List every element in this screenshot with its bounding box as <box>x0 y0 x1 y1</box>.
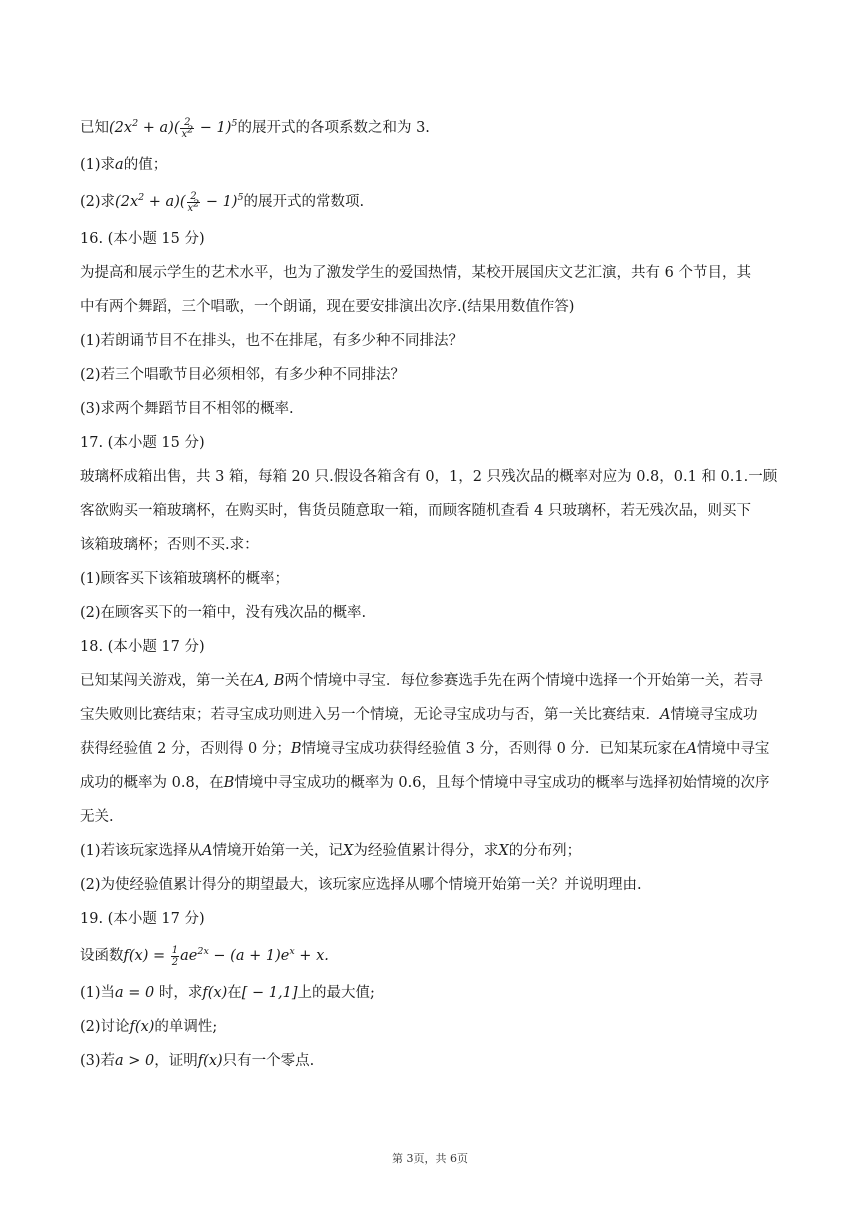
q17-stem-line2: 客欲购买一箱玻璃杯，在购买时，售货员随意取一箱，而顾客随机查看 4 只玻璃杯，若无残次品，则买下 <box>80 503 751 519</box>
q19-stem-pre: 设函数 <box>80 948 124 964</box>
q16-part3: (3)求两个舞蹈节目不相邻的概率. <box>80 401 294 417</box>
fraction-2-over-x2: $\frac{2}{x^2}$ <box>181 116 194 140</box>
q18-part2: (2)为使经验值累计得分的期望最大，该玩家应选择从哪个情境开始第一关？并说明理由. <box>80 877 642 893</box>
q19-p3-f: f(x) <box>197 1053 223 1069</box>
q16-part2: (2)若三个唱歌节目必须相邻，有多少种不同排法？ <box>80 367 406 383</box>
q15-stem-post: 的展开式的各项系数之和为 3. <box>237 120 430 136</box>
q15-part1-var: a <box>115 157 124 173</box>
q19-p3-mid: ，证明 <box>154 1053 198 1069</box>
q17-stem-line3: 该箱玻璃杯；否则不买.求： <box>80 537 259 553</box>
q18-l1-var: A, B <box>254 673 285 689</box>
q19-p1-interval: [ − 1,1] <box>241 985 298 1001</box>
q15-part2-post: 的展开式的常数项. <box>243 194 365 210</box>
q16-part1: (1)若朗诵节目不在排头，也不在排尾，有多少种不同排法？ <box>80 333 464 349</box>
q18-l4-b: 情境中寻宝成功的概率为 0.6，且每个情境中寻宝成功的概率与选择初始情境的次序 <box>234 775 770 791</box>
q18-l3-var2: A <box>686 741 697 757</box>
q18-stem-line3 <box>80 732 785 766</box>
q18-p1-b: 情境开始第一关，记 <box>212 843 344 859</box>
q16-stem-line1: 为提高和展示学生的艺术水平，也为了激发学生的爱国热情，某校开展国庆文艺汇演，共有 6 个节目，其 <box>80 265 751 281</box>
q19-header: 19. (本小题 17 分) <box>80 911 205 927</box>
q18-l1-b: 两个情境中寻宝．每位参赛选手先在两个情境中选择一个开始第一关，若寻 <box>284 673 763 689</box>
page-footer: 第 3页，共 6页 <box>392 1152 468 1165</box>
q17-part1: (1)顾客买下该箱玻璃杯的概率； <box>80 571 290 587</box>
q18-p1-var2: X <box>343 843 354 859</box>
q18-stem-line5: 无关. <box>80 809 114 825</box>
q18-l3-b: 情境寻宝成功获得经验值 3 分，否则得 0 分．已知某玩家在 <box>301 741 687 757</box>
q15-part2 <box>80 182 785 222</box>
fraction-one-half: $\frac{1}{2}$ <box>171 944 179 968</box>
q15-part1-post: 的值； <box>123 157 168 173</box>
q18-p1-var1: A <box>202 843 213 859</box>
q18-stem-line2 <box>80 698 785 732</box>
q18-stem-line4 <box>80 766 785 800</box>
q19-p1-cond: a = 0 <box>115 985 155 1001</box>
q18-l2-a: 宝失败则比赛结束；若寻宝成功则进入另一个情境，无论寻宝成功与否，第一关比赛结束． <box>80 707 660 723</box>
q18-l3-a: 获得经验值 2 分，否则得 0 分； <box>80 741 291 757</box>
q18-l4-var: B <box>223 775 235 791</box>
q19-part1 <box>80 976 785 1010</box>
q18-header: 18. (本小题 17 分) <box>80 639 205 655</box>
q19-stem <box>80 936 785 976</box>
q19-p1-mid: 时，求 <box>154 985 203 1001</box>
q19-p3-pre: (3)若 <box>80 1053 116 1069</box>
fraction-2-over-x2: $\frac{2}{x^2}$ <box>187 190 200 214</box>
q17-part2: (2)在顾客买下的一箱中，没有残次品的概率. <box>80 605 367 621</box>
q18-l1-a: 已知某闯关游戏，第一关在 <box>80 673 254 689</box>
q15-stem <box>80 108 785 148</box>
q18-l2-var: A <box>660 707 671 723</box>
q17-header: 17. (本小题 15 分) <box>80 435 205 451</box>
q17-stem-line1: 玻璃杯成箱出售，共 3 箱，每箱 20 只.假设各箱含有 0，1，2 只残次品的概率对应为 0.8，0.1 和 0.1.一顾 <box>80 469 778 485</box>
q16-header: 16. (本小题 15 分) <box>80 231 205 247</box>
q19-p2-post: 的单调性; <box>154 1019 218 1035</box>
q19-p1-f: f(x) <box>202 985 228 1001</box>
q15-part1-pre: (1)求 <box>80 157 116 173</box>
q15-expression-2: $(2x^2 + a)$( $\frac{2}{x^2}$ − 1)$^5$ <box>115 190 244 214</box>
q19-p1-pre: (1)当 <box>80 985 116 1001</box>
q18-l3-var1: B <box>290 741 302 757</box>
q15-stem-pre: 已知 <box>80 120 109 136</box>
q18-l3-c: 情境中寻宝 <box>696 741 770 757</box>
q19-p2-pre: (2)讨论 <box>80 1019 130 1035</box>
q19-part3 <box>80 1044 785 1078</box>
q18-p1-var3: X <box>498 843 509 859</box>
q19-part2 <box>80 1010 785 1044</box>
q19-p3-post: 只有一个零点. <box>222 1053 315 1069</box>
q18-p1-a: (1)若该玩家选择从 <box>80 843 203 859</box>
q16-stem-line2: 中有两个舞蹈，三个唱歌，一个朗诵，现在要安排演出次序.(结果用数值作答) <box>80 299 575 315</box>
q19-p1-post: 上的最大值; <box>297 985 375 1001</box>
q15-part2-pre: (2)求 <box>80 194 116 210</box>
exam-page-body <box>80 108 785 1078</box>
q18-p1-d: 的分布列； <box>508 843 582 859</box>
q18-part1 <box>80 834 785 868</box>
q18-stem-line1 <box>80 664 785 698</box>
q18-l2-b: 情境寻宝成功 <box>670 707 758 723</box>
q15-part1 <box>80 148 785 182</box>
q19-p3-cond: a > 0 <box>115 1053 155 1069</box>
q18-p1-c: 为经验值累计得分，求 <box>353 843 499 859</box>
q19-p1-in: 在 <box>227 985 242 1001</box>
q19-function-definition: f(x) = $\frac{1}{2}$ $ae^{2x} - (a + 1)e^x + x$. <box>123 944 329 968</box>
q18-l4-a: 成功的概率为 0.8，在 <box>80 775 224 791</box>
q19-p2-f: f(x) <box>129 1019 155 1035</box>
q15-expression: $(2x^2 + a)$( $\frac{2}{x^2}$ − 1)$^5$ <box>109 116 238 140</box>
